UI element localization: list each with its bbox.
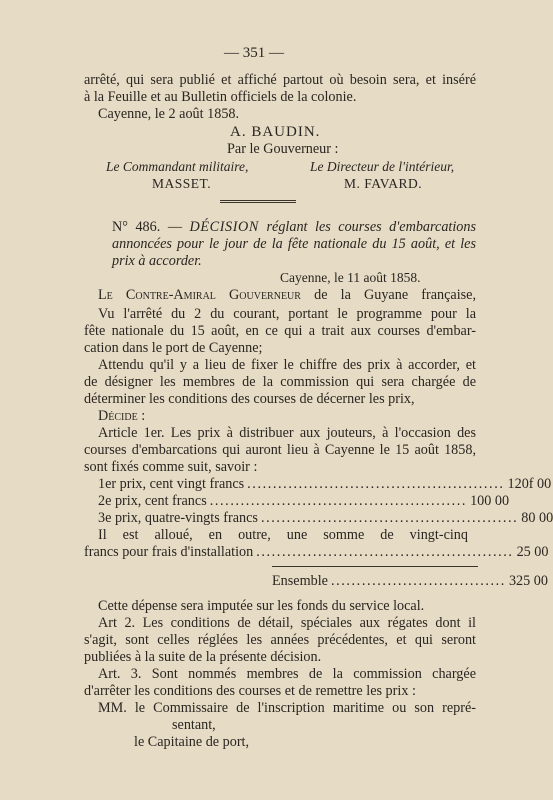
text-line: de désigner les membres de la commission qui sera chargée de: [84, 374, 476, 390]
text-line: sont fixés comme suit, savoir :: [84, 459, 258, 475]
place-date: Cayenne, le 2 août 1858.: [98, 106, 240, 122]
text-line: s'agit, sont celles réglées les années précédentes, et qui seront: [84, 632, 476, 648]
by-governor: Par le Gouverneur :: [227, 141, 339, 157]
text-line: Attendu qu'il y a lieu de fixer le chiffre des prix à accorder, et: [98, 357, 476, 373]
text-line: Cette dépense sera imputée sur les fonds du service local.: [98, 598, 425, 614]
prize-amount: 120f 00: [507, 476, 552, 492]
total-label: Ensemble: [272, 573, 328, 589]
text-line: courses d'embarcations qui auront lieu à Cayenne le 15 août 1858,: [84, 442, 476, 458]
total-rule: [272, 566, 478, 567]
text-line: Art. 3. Sont nommés membres de la commission chargée: [98, 666, 476, 682]
text-line: le Capitaine de port,: [134, 734, 250, 750]
allocation-amount: 25 00: [516, 544, 549, 560]
text-line: fête nationale du 15 août, en ce qui a trait aux courses d'embar-: [84, 323, 476, 339]
decision-title: réglant les courses d'embarcations: [266, 219, 477, 235]
leader-dots: ..................................................: [209, 493, 468, 509]
decision-heading-line: [112, 219, 476, 236]
leader-dots: ..................................: [330, 573, 506, 589]
prize-row: [98, 510, 553, 527]
allocation-label: francs pour frais d'installation: [84, 544, 254, 560]
authority-title: Le Contre-Amiral Gouverneur: [98, 287, 301, 303]
text-line: Art 2. Les conditions de détail, spéciales aux régates dont il: [98, 615, 476, 631]
left-signatory-name: MASSET.: [152, 176, 212, 191]
prize-row: [98, 476, 552, 493]
text-line: d'arrêter les conditions des courses et de remettre les prix :: [84, 683, 416, 699]
text-line: à la Feuille et au Bulletin officiels de la colonie.: [84, 89, 357, 105]
decision-title-word: DÉCISION: [189, 219, 259, 235]
prize-row: [98, 493, 510, 510]
total-row: [272, 573, 548, 590]
text-line: sentant,: [172, 717, 216, 733]
right-signatory-name: M. FAVARD.: [344, 176, 423, 191]
text-line: MM. le Commissaire de l'inscription maritime ou son repré-: [98, 700, 476, 716]
total-amount: 325 00: [508, 573, 548, 589]
signatory-name: A. BAUDIN.: [230, 124, 321, 140]
text-line: cation dans le port de Cayenne;: [84, 340, 263, 356]
leader-dots: ..................................................: [260, 510, 519, 526]
text-line: déterminer les conditions des courses de décerner les prix,: [84, 391, 415, 407]
prize-label: 2e prix, cent francs: [98, 493, 207, 509]
page-number: — 351 —: [224, 45, 284, 61]
prize-amount: 80 00: [521, 510, 553, 526]
allocation-row: [84, 544, 549, 561]
text-line: publiées à la suite de la présente décision.: [84, 649, 322, 665]
decision-title-line: annoncées pour le jour de la fête nationale du 15 août, et les: [112, 236, 476, 252]
decide-heading: Décide :: [98, 408, 146, 424]
text-line: Il est alloué, en outre, une somme de vingt-cinq: [98, 527, 468, 543]
heading-dash: —: [167, 219, 182, 235]
left-signatory-title: Le Commandant militaire,: [106, 159, 249, 174]
decision-number: N° 486.: [112, 219, 161, 235]
prize-amount: 100 00: [470, 493, 510, 509]
decision-place-date: Cayenne, le 11 août 1858.: [280, 270, 421, 285]
text-line: arrêté, qui sera publié et affiché partout où besoin sera, et inséré: [84, 72, 476, 88]
decision-title-line: prix à accorder.: [112, 253, 202, 269]
leader-dots: ..................................................: [256, 544, 514, 560]
authority-line: [98, 287, 476, 304]
separator-rule: [220, 200, 296, 203]
authority-rest: de la Guyane française,: [314, 287, 476, 303]
text-line: Vu l'arrêté du 2 du courant, portant le programme pour la: [98, 306, 476, 322]
prize-label: 3e prix, quatre-vingts francs: [98, 510, 258, 526]
text-line: Article 1er. Les prix à distribuer aux jouteurs, à l'occasion des: [98, 425, 476, 441]
leader-dots: ..................................................: [247, 476, 505, 492]
right-signatory-title: Le Directeur de l'intérieur,: [310, 159, 455, 174]
prize-label: 1er prix, cent vingt francs: [98, 476, 245, 492]
